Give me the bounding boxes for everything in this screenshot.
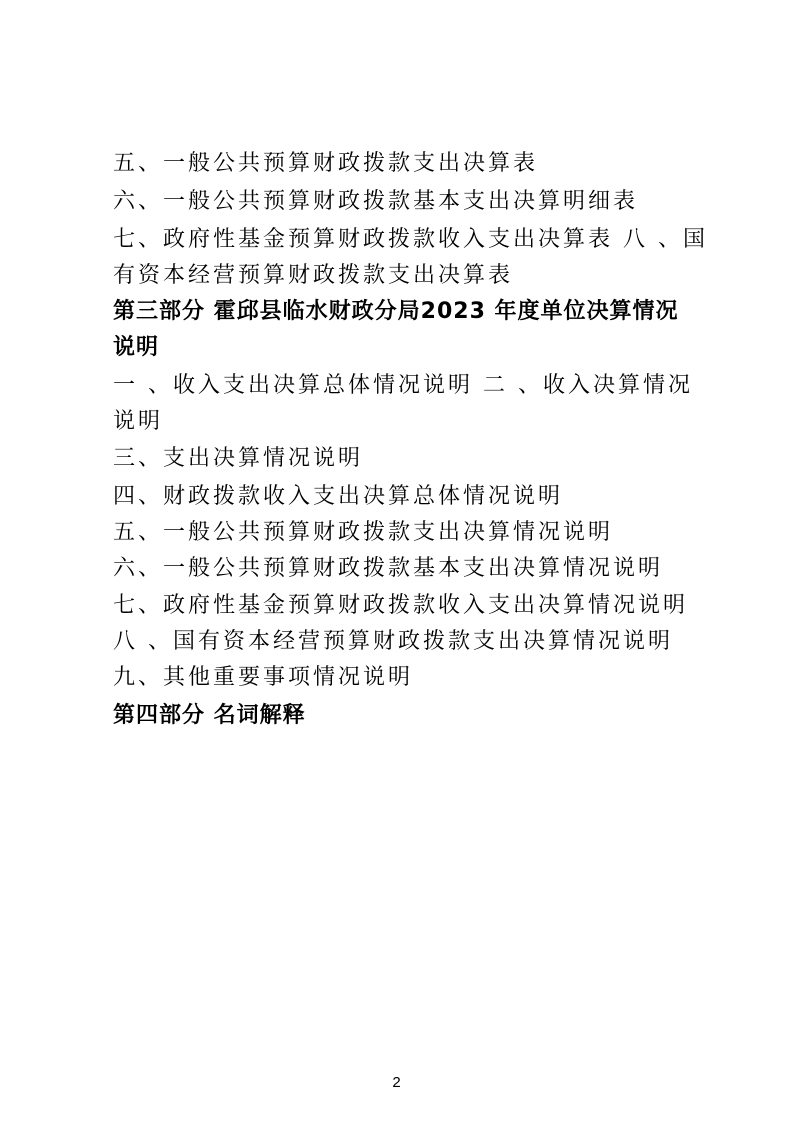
toc-entry: 七、政府性基金预算财政拨款收入支出决算情况说明 — [113, 593, 689, 618]
toc-entry: 五、一般公共预算财政拨款支出决算表 — [113, 151, 539, 176]
toc-entry: 八 、国有资本经营预算财政拨款支出决算情况说明 — [113, 629, 673, 654]
toc-entry: 三、支出决算情况说明 — [113, 446, 364, 471]
toc-entry: 四、财政拨款收入支出决算总体情况说明 — [113, 484, 564, 509]
section-heading-part3-continued: 说明 — [113, 335, 160, 360]
toc-entry: 七、政府性基金预算财政拨款收入支出决算表 八 、国 — [113, 227, 708, 252]
page-number: 2 — [392, 1074, 401, 1091]
toc-entry: 五、一般公共预算财政拨款支出决算情况说明 — [113, 520, 614, 545]
toc-entry: 有资本经营预算财政拨款支出决算表 — [113, 263, 514, 288]
toc-entry: 一 、收入支出决算总体情况说明 二 、收入决算情况 — [113, 373, 693, 398]
toc-entry: 九、其他重要事项情况说明 — [113, 665, 414, 690]
section-heading-part4: 第四部分 名词解释 — [113, 703, 306, 728]
section-heading-part3: 第三部分 霍邱县临水财政分局2023 年度单位决算情况 — [113, 299, 679, 324]
toc-entry: 六、一般公共预算财政拨款基本支出决算明细表 — [113, 189, 639, 214]
toc-entry: 六、一般公共预算财政拨款基本支出决算情况说明 — [113, 556, 664, 581]
toc-entry: 说明 — [113, 409, 164, 434]
